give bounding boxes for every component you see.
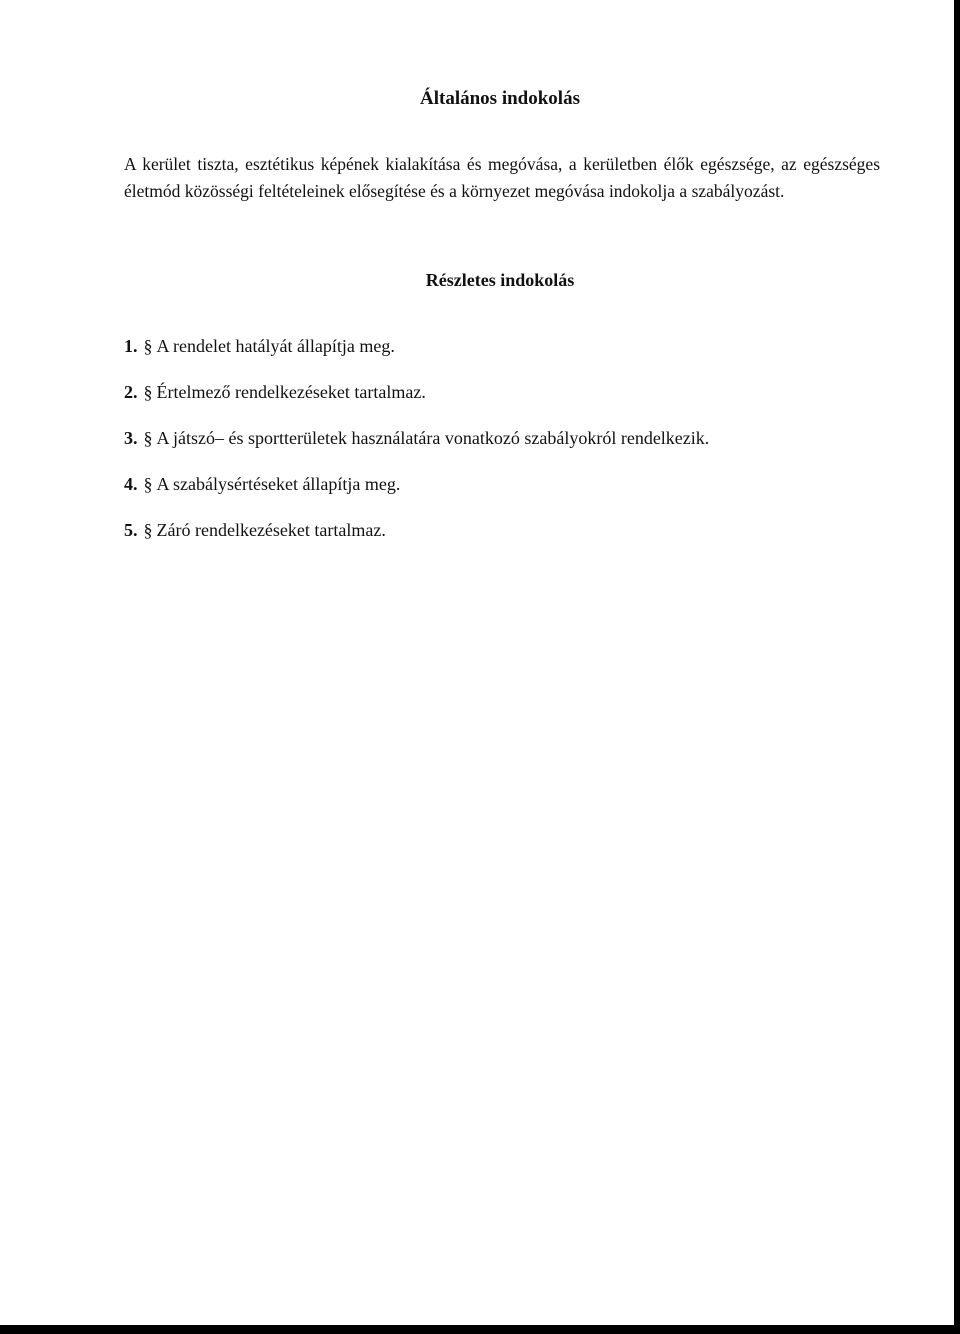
section-sign: § <box>143 474 153 494</box>
intro-paragraph: A kerület tiszta, esztétikus képének kialakítása és megóvása, a kerületben élők egészsége, az egészséges életmód közösségi feltételeinek elősegítése és a környezet megóvása indokolja a szabályozást. <box>124 154 880 201</box>
document-title: Általános indokolás <box>420 88 580 109</box>
page-border-right <box>954 0 960 1326</box>
page-border-bottom <box>0 1325 960 1334</box>
section-text: Értelmező rendelkezéseket tartalmaz. <box>156 382 426 402</box>
section-text: A rendelet hatályát állapítja meg. <box>156 336 395 356</box>
section-number: 3. <box>124 428 138 448</box>
section-number: 1. <box>124 336 138 356</box>
section-number: 4. <box>124 474 138 494</box>
section-text: A játszó– és sportterületek használatára vonatkozó szabályokról rendelkezik. <box>156 428 710 448</box>
section-sign: § <box>143 336 153 356</box>
section-item <box>124 336 884 354</box>
section-number: 5. <box>124 520 138 540</box>
section-list <box>124 336 884 566</box>
section-number: 2. <box>124 382 138 402</box>
section-sign: § <box>143 428 153 448</box>
section-text: Záró rendelkezéseket tartalmaz. <box>156 520 386 540</box>
section-item <box>124 428 884 446</box>
section-item <box>124 474 884 492</box>
section-subtitle: Részletes indokolás <box>425 270 575 290</box>
section-item <box>124 382 884 400</box>
section-sign: § <box>143 382 153 402</box>
section-sign: § <box>143 520 153 540</box>
section-item <box>124 520 884 538</box>
section-text: A szabálysértéseket állapítja meg. <box>156 474 401 494</box>
